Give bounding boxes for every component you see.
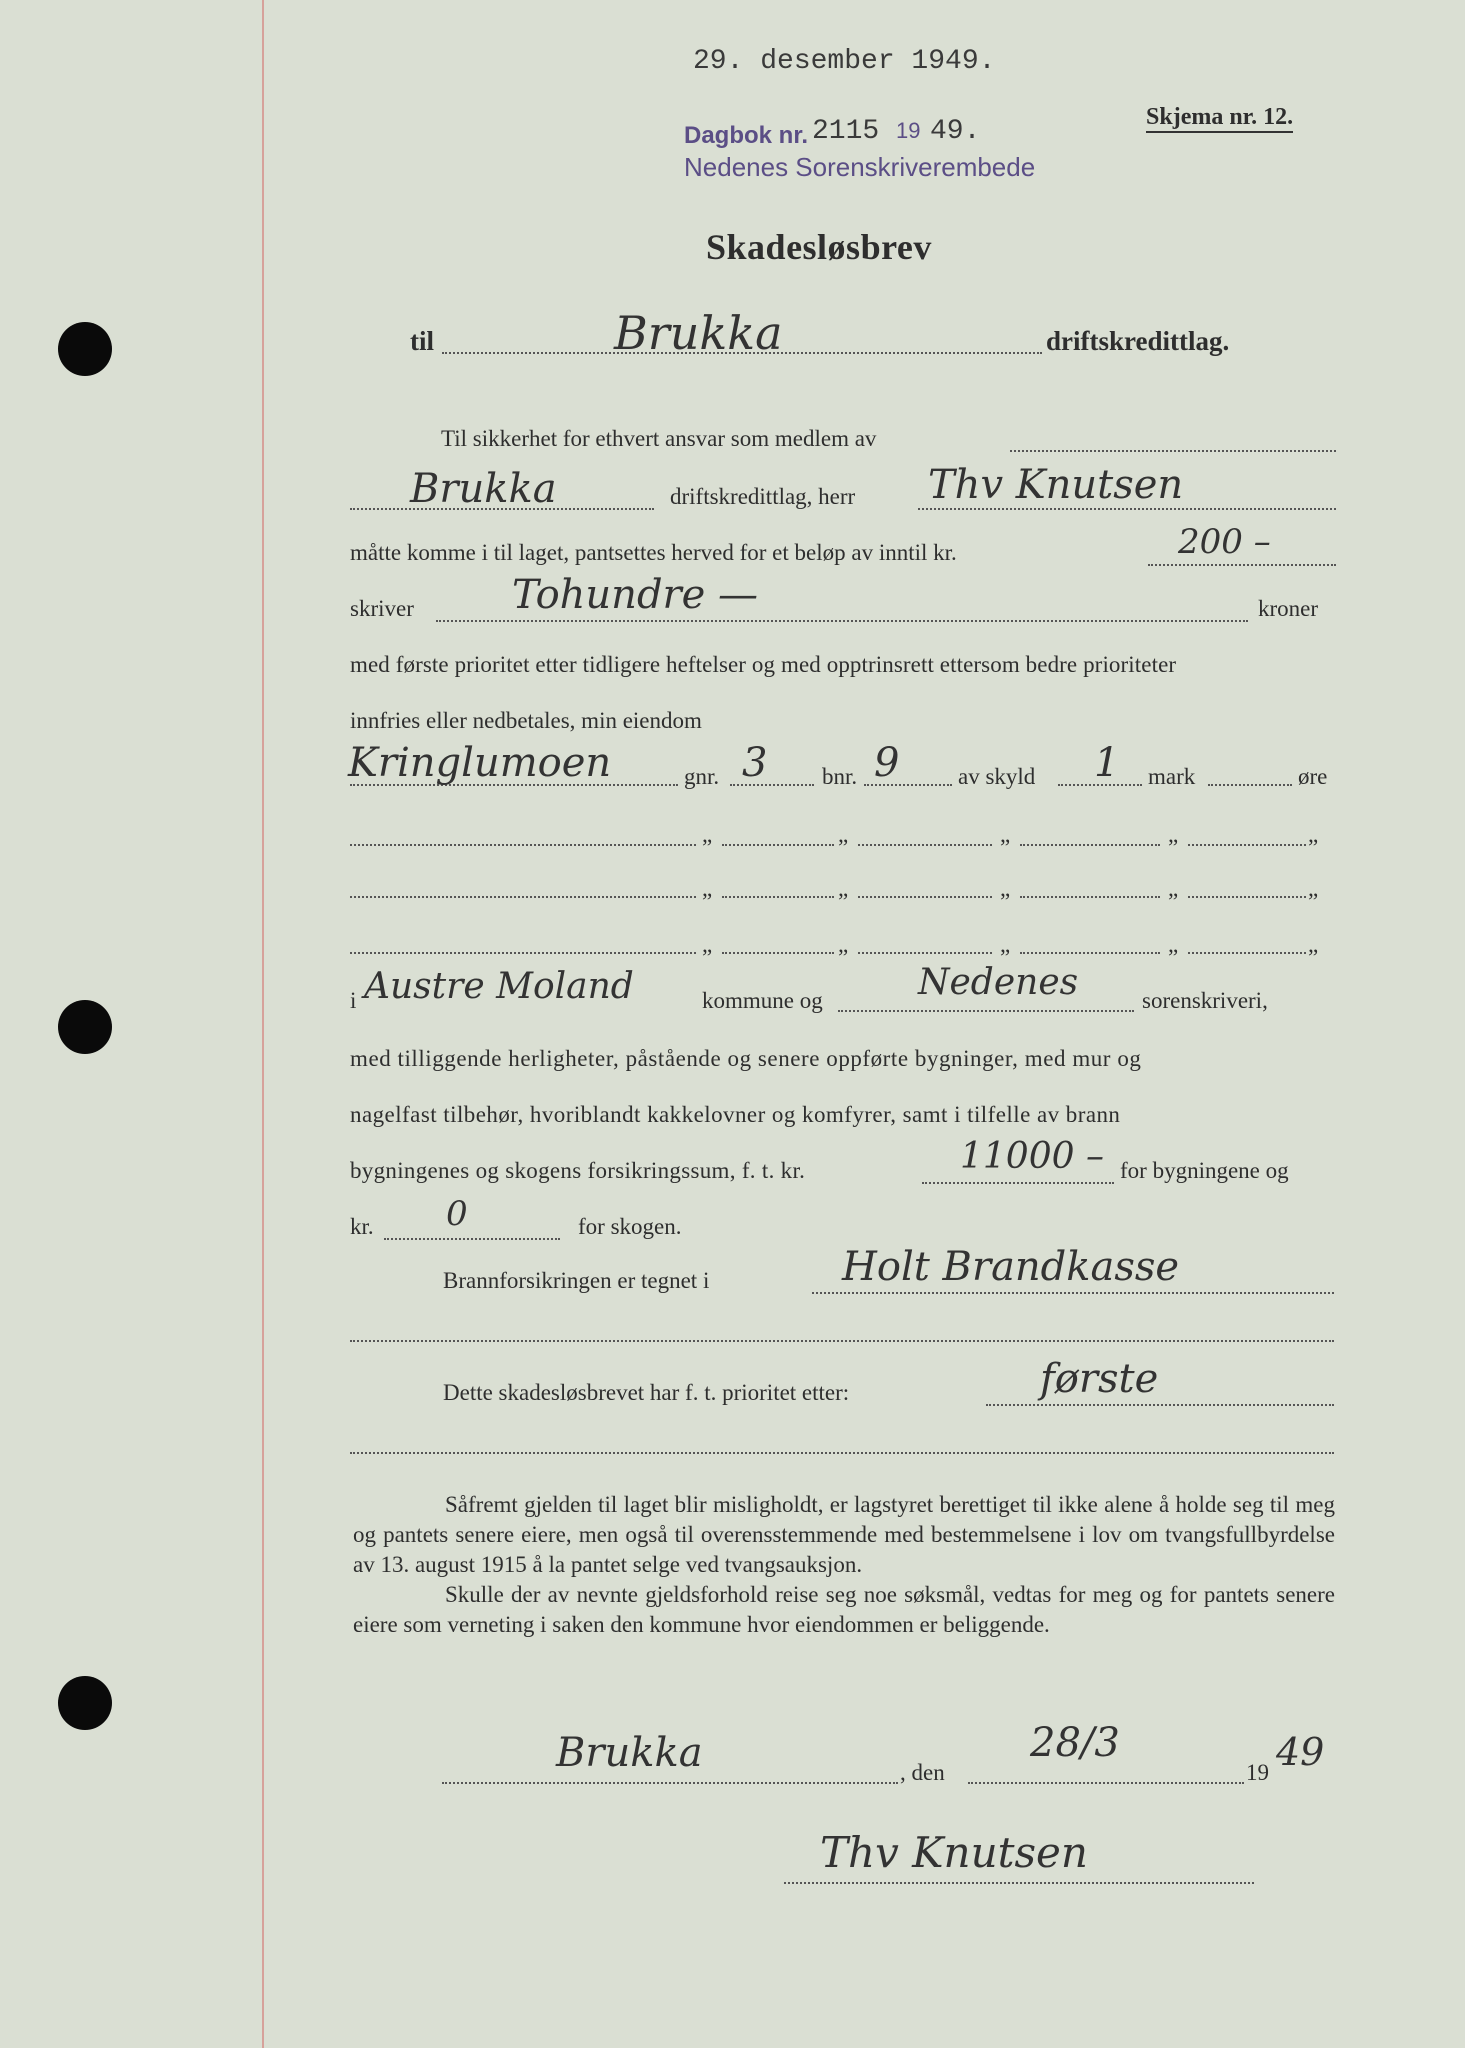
fill-line: [858, 896, 992, 898]
handwritten-property-name: Kringlumoen: [348, 740, 612, 786]
fill-line: [1020, 952, 1160, 954]
venue-clause: Skulle der av nevnte gjeldsforhold reise seg noe søksmål, vedtas for meg og for pantets senere eiere som verneting i saken den kommune hvor eiendommen er beliggende.: [353, 1582, 1335, 1637]
fill-line: [384, 1238, 560, 1240]
building-label: for bygningene og: [1120, 1158, 1289, 1183]
ditto-mark: „: [1168, 876, 1179, 901]
forest-label: for skogen.: [578, 1214, 682, 1239]
ditto-mark: „: [1308, 822, 1319, 847]
punch-hole: [58, 1000, 112, 1054]
i-label: i: [350, 988, 357, 1013]
kroner-label: kroner: [1258, 596, 1319, 621]
priority-label: Dette skadesløsbrevet har f. t. prioritet etter:: [443, 1380, 850, 1405]
fill-line: [812, 1292, 1334, 1294]
fill-line: [442, 1782, 898, 1784]
fill-line: [350, 952, 696, 954]
margin-rule: [262, 0, 264, 2048]
handwritten-date: 28/3: [1030, 1720, 1120, 1766]
ditto-mark: „: [1000, 876, 1011, 901]
ditto-mark: „: [838, 822, 849, 847]
fill-line: [918, 508, 1336, 510]
fill-line: [350, 844, 696, 846]
fill-line: [986, 1404, 1334, 1406]
fill-line: [1020, 896, 1160, 898]
handwritten-priority: første: [1040, 1356, 1159, 1402]
ditto-mark: „: [1000, 822, 1011, 847]
handwritten-bnr: 9: [874, 740, 900, 786]
insurance-label: Brannforsikringen er tegnet i: [443, 1268, 710, 1293]
fill-line: [1020, 844, 1160, 846]
fill-line: [1188, 844, 1306, 846]
fill-line: [1148, 564, 1336, 566]
stamp-office: Nedenes Sorenskriverembede: [684, 152, 1036, 182]
fill-line: [1010, 450, 1336, 452]
year-prefix: 19: [1246, 1760, 1269, 1785]
fill-line: [1208, 784, 1292, 786]
fill-line: [1188, 952, 1306, 954]
punch-hole: [58, 1676, 112, 1730]
lag-suffix: driftskredittlag, herr: [670, 484, 856, 509]
stamp-year: 49.: [930, 116, 981, 147]
handwritten-gnr: 3: [742, 740, 768, 786]
pledge-text: måtte komme i til laget, pantsettes herved for et beløp av inntil kr.: [350, 540, 957, 565]
fill-line: [838, 1010, 1134, 1012]
kr-label: kr.: [350, 1214, 374, 1239]
handwritten-kommune: Austre Moland: [364, 966, 634, 1007]
den-label: , den: [900, 1760, 945, 1785]
handwritten-sorenskriveri: Nedenes: [918, 962, 1079, 1003]
fill-line: [722, 952, 834, 954]
bnr-label: bnr.: [822, 764, 858, 789]
handwritten-signature: Thv Knutsen: [820, 1828, 1088, 1877]
fill-line: [968, 1782, 1244, 1784]
ditto-mark: „: [1308, 876, 1319, 901]
fill-line: [350, 1452, 1334, 1454]
ditto-mark: „: [702, 876, 713, 901]
handwritten-lag-name: Brukka: [614, 306, 783, 360]
fill-line: [722, 844, 834, 846]
fill-line: [858, 952, 992, 954]
fill-line: [436, 620, 1248, 622]
ditto-mark: „: [1000, 932, 1011, 957]
intro-text: Til sikkerhet for ethvert ansvar som medlem av: [441, 426, 877, 451]
ditto-mark: „: [838, 932, 849, 957]
handwritten-skyld: 1: [1094, 740, 1120, 786]
to-suffix: driftskredittlag.: [1046, 326, 1230, 356]
kommune-label: kommune og: [702, 988, 823, 1013]
priority-text: med første prioritet etter tidligere heftelser og med opptrinsrett ettersom bedre prioriteter: [350, 652, 1177, 677]
fill-line: [858, 844, 992, 846]
document-title: Skadesløsbrev: [706, 227, 932, 267]
ditto-mark: „: [1308, 932, 1319, 957]
fill-line: [350, 1340, 1334, 1342]
fill-line: [1188, 896, 1306, 898]
fill-line: [350, 896, 696, 898]
default-clause: Såfremt gjelden til laget blir misligholdt, er lagstyret berettiget til ikke alene å holde seg til meg og pantets senere eiere, men også til overensstemmende med bestemmelsene i lov om tvangsfullbyrdelse av 13. august 1915 å la pantet selge ved tvangsauksjon.: [353, 1492, 1335, 1577]
to-prefix: til: [410, 326, 434, 356]
handwritten-forest-sum: 0: [446, 1194, 468, 1234]
ditto-mark: „: [702, 932, 713, 957]
stamp-dagbok-label: Dagbok nr.: [684, 122, 809, 149]
fill-line: [922, 1182, 1114, 1184]
handwritten-member-name: Thv Knutsen: [928, 462, 1184, 508]
typed-date: 29. desember 1949.: [693, 46, 996, 77]
stamp-year-prefix: 19: [896, 118, 921, 143]
ore-label: øre: [1298, 764, 1328, 789]
handwritten-insurance: Holt Brandkasse: [842, 1244, 1180, 1290]
handwritten-building-sum: 11000 –: [960, 1136, 1104, 1177]
property-intro: innfries eller nedbetales, min eiendom: [350, 708, 702, 733]
terms-section: [353, 1490, 1335, 1640]
ditto-mark: „: [838, 876, 849, 901]
ditto-mark: „: [1168, 932, 1179, 957]
skriver-label: skriver: [350, 596, 414, 621]
appurtenance-text: med tilliggende herligheter, påstående og senere oppførte bygninger, med mur og: [350, 1046, 1142, 1071]
handwritten-amount: 200 –: [1178, 522, 1271, 562]
sorenskriveri-label: sorenskriveri,: [1142, 988, 1268, 1013]
gnr-label: gnr.: [684, 764, 720, 789]
handwritten-year: 49: [1276, 1730, 1325, 1774]
insurance-sum-text: bygningenes og skogens forsikringssum, f. t. kr.: [350, 1158, 806, 1183]
form-number: Skjema nr. 12.: [1146, 104, 1293, 133]
handwritten-lag-name-2: Brukka: [410, 466, 557, 512]
mark-label: mark: [1148, 764, 1196, 789]
punch-hole: [58, 322, 112, 376]
ditto-mark: „: [1168, 822, 1179, 847]
handwritten-amount-words: Tohundre —: [512, 572, 759, 618]
ditto-mark: „: [702, 822, 713, 847]
fill-line: [722, 896, 834, 898]
stamp-number: 2115: [812, 116, 880, 147]
skyld-label: av skyld: [958, 764, 1036, 789]
fixtures-text: nagelfast tilbehør, hvoriblandt kakkelovner og komfyrer, samt i tilfelle av brann: [350, 1102, 1121, 1127]
signature-line: [784, 1882, 1254, 1884]
handwritten-place: Brukka: [556, 1730, 703, 1776]
